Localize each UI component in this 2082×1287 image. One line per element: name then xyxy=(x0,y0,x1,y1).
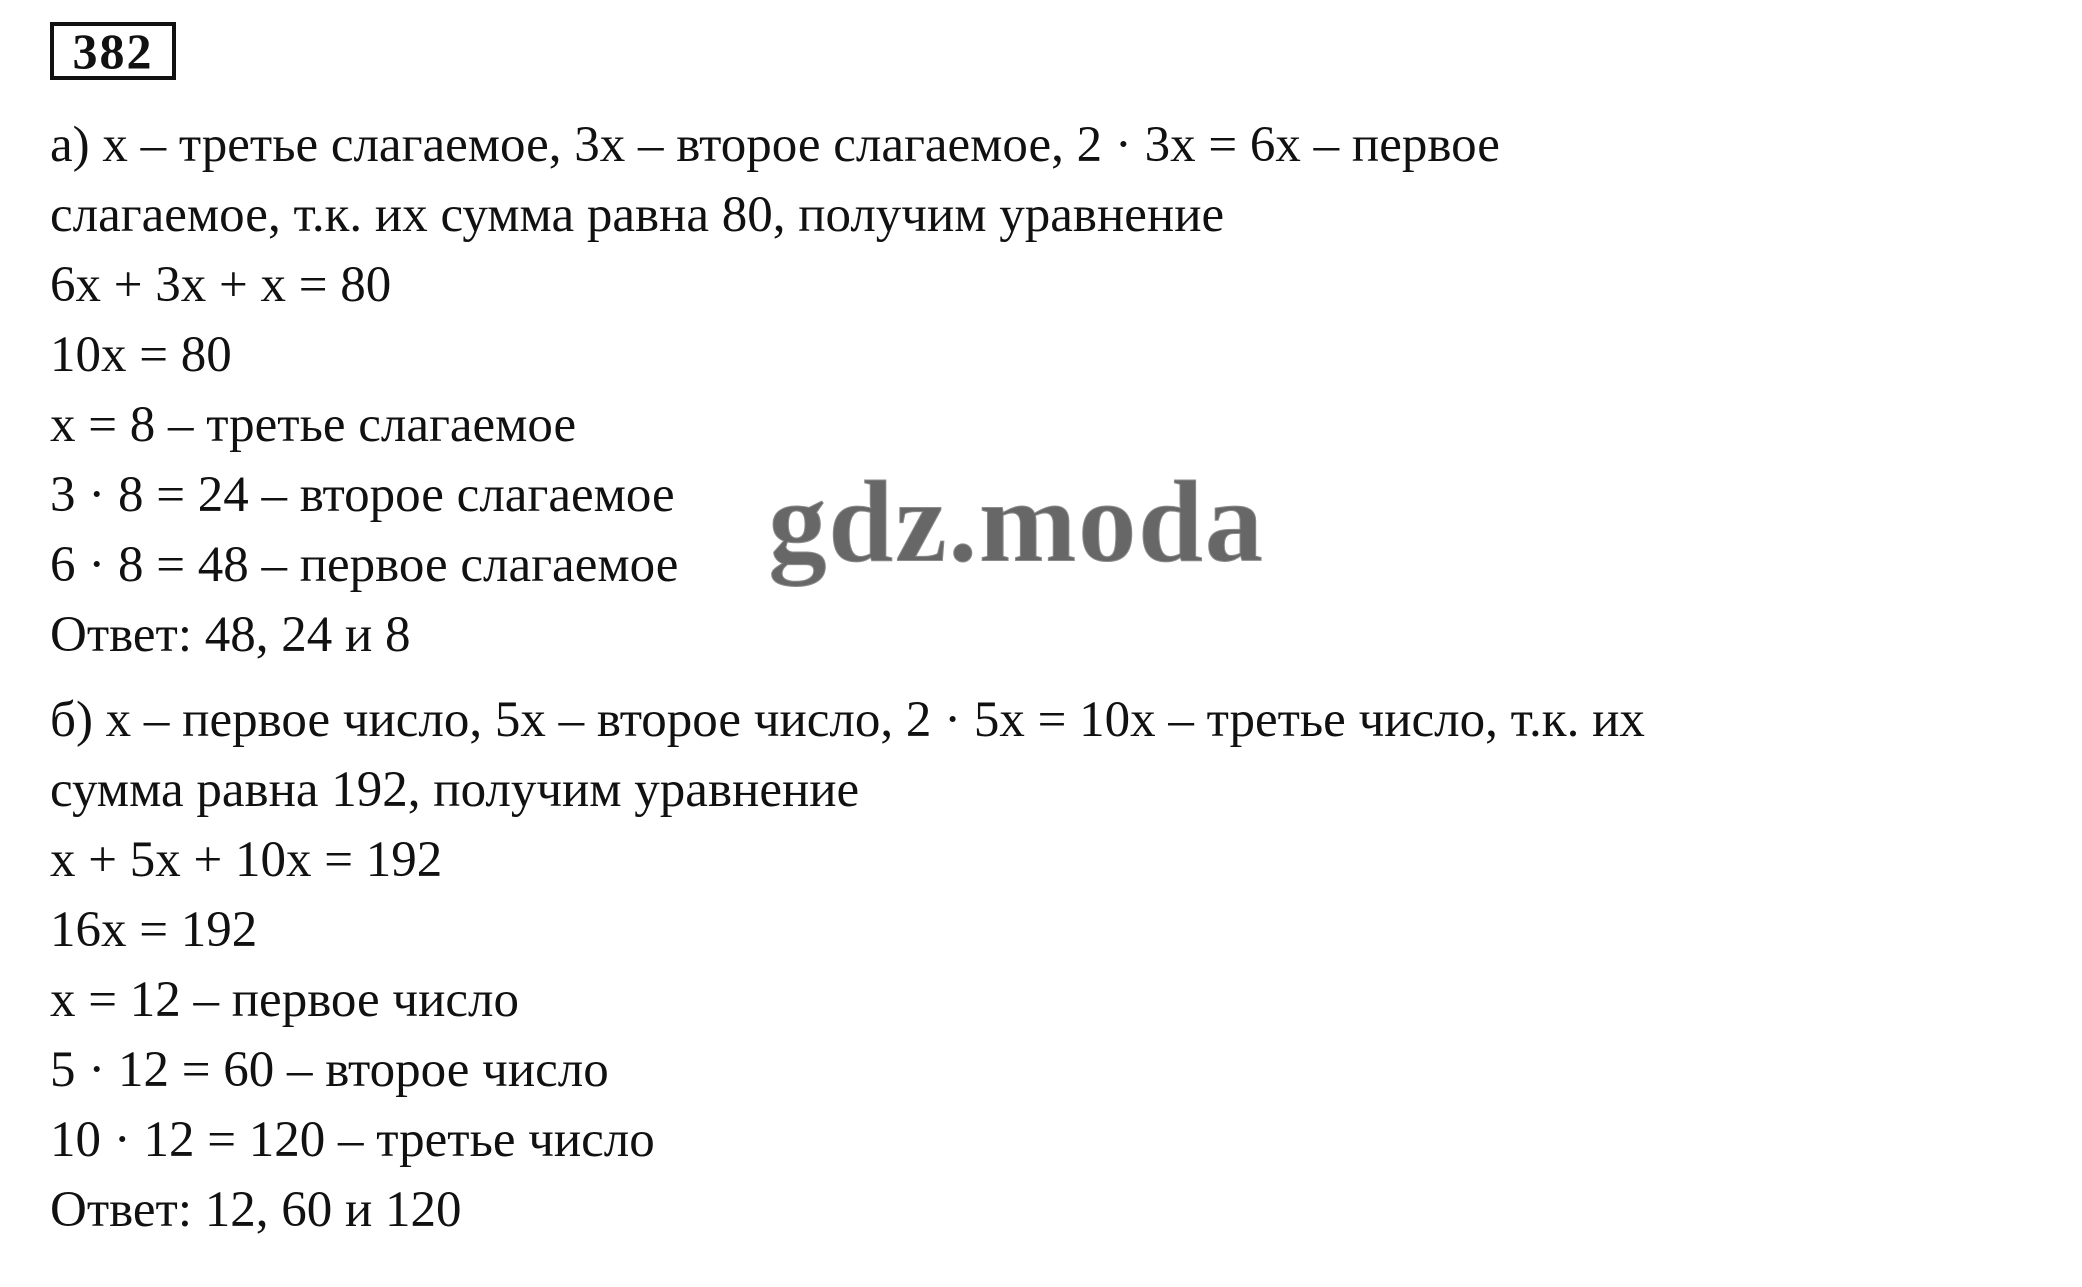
part-a-answer: Ответ: 48, 24 и 8 xyxy=(50,607,411,663)
part-a-line-1: а) x – третье слагаемое, 3x – второе слагаемое, 2 · 3x = 6x – первое xyxy=(50,117,1500,173)
part-a-equation: 6x + 3x + x = 80 xyxy=(50,257,392,313)
part-a-step-3: 3 · 8 = 24 – второе слагаемое xyxy=(50,467,675,523)
part-a-line-2: слагаемое, т.к. их сумма равна 80, получим уравнение xyxy=(50,187,1225,243)
part-b-step-3: 5 · 12 = 60 – второе число xyxy=(50,1042,609,1098)
watermark-logo: gdz.moda xyxy=(768,456,1265,587)
part-b-step-4: 10 · 12 = 120 – третье число xyxy=(50,1112,655,1168)
part-b-line-1: б) x – первое число, 5x – второе число, 2 · 5x = 10x – третье число, т.к. их xyxy=(50,692,1645,748)
part-a-step-4: 6 · 8 = 48 – первое слагаемое xyxy=(50,537,679,593)
part-b-step-2: x = 12 – первое число xyxy=(50,972,519,1028)
part-b-equation: x + 5x + 10x = 192 xyxy=(50,832,443,888)
part-a-step-2: x = 8 – третье слагаемое xyxy=(50,397,577,453)
part-b-answer: Ответ: 12, 60 и 120 xyxy=(50,1182,462,1238)
part-b-step-1: 16x = 192 xyxy=(50,902,258,958)
part-a-step-1: 10x = 80 xyxy=(50,327,232,383)
problem-number-box: 382 xyxy=(50,22,176,80)
part-b-line-2: сумма равна 192, получим уравнение xyxy=(50,762,860,818)
